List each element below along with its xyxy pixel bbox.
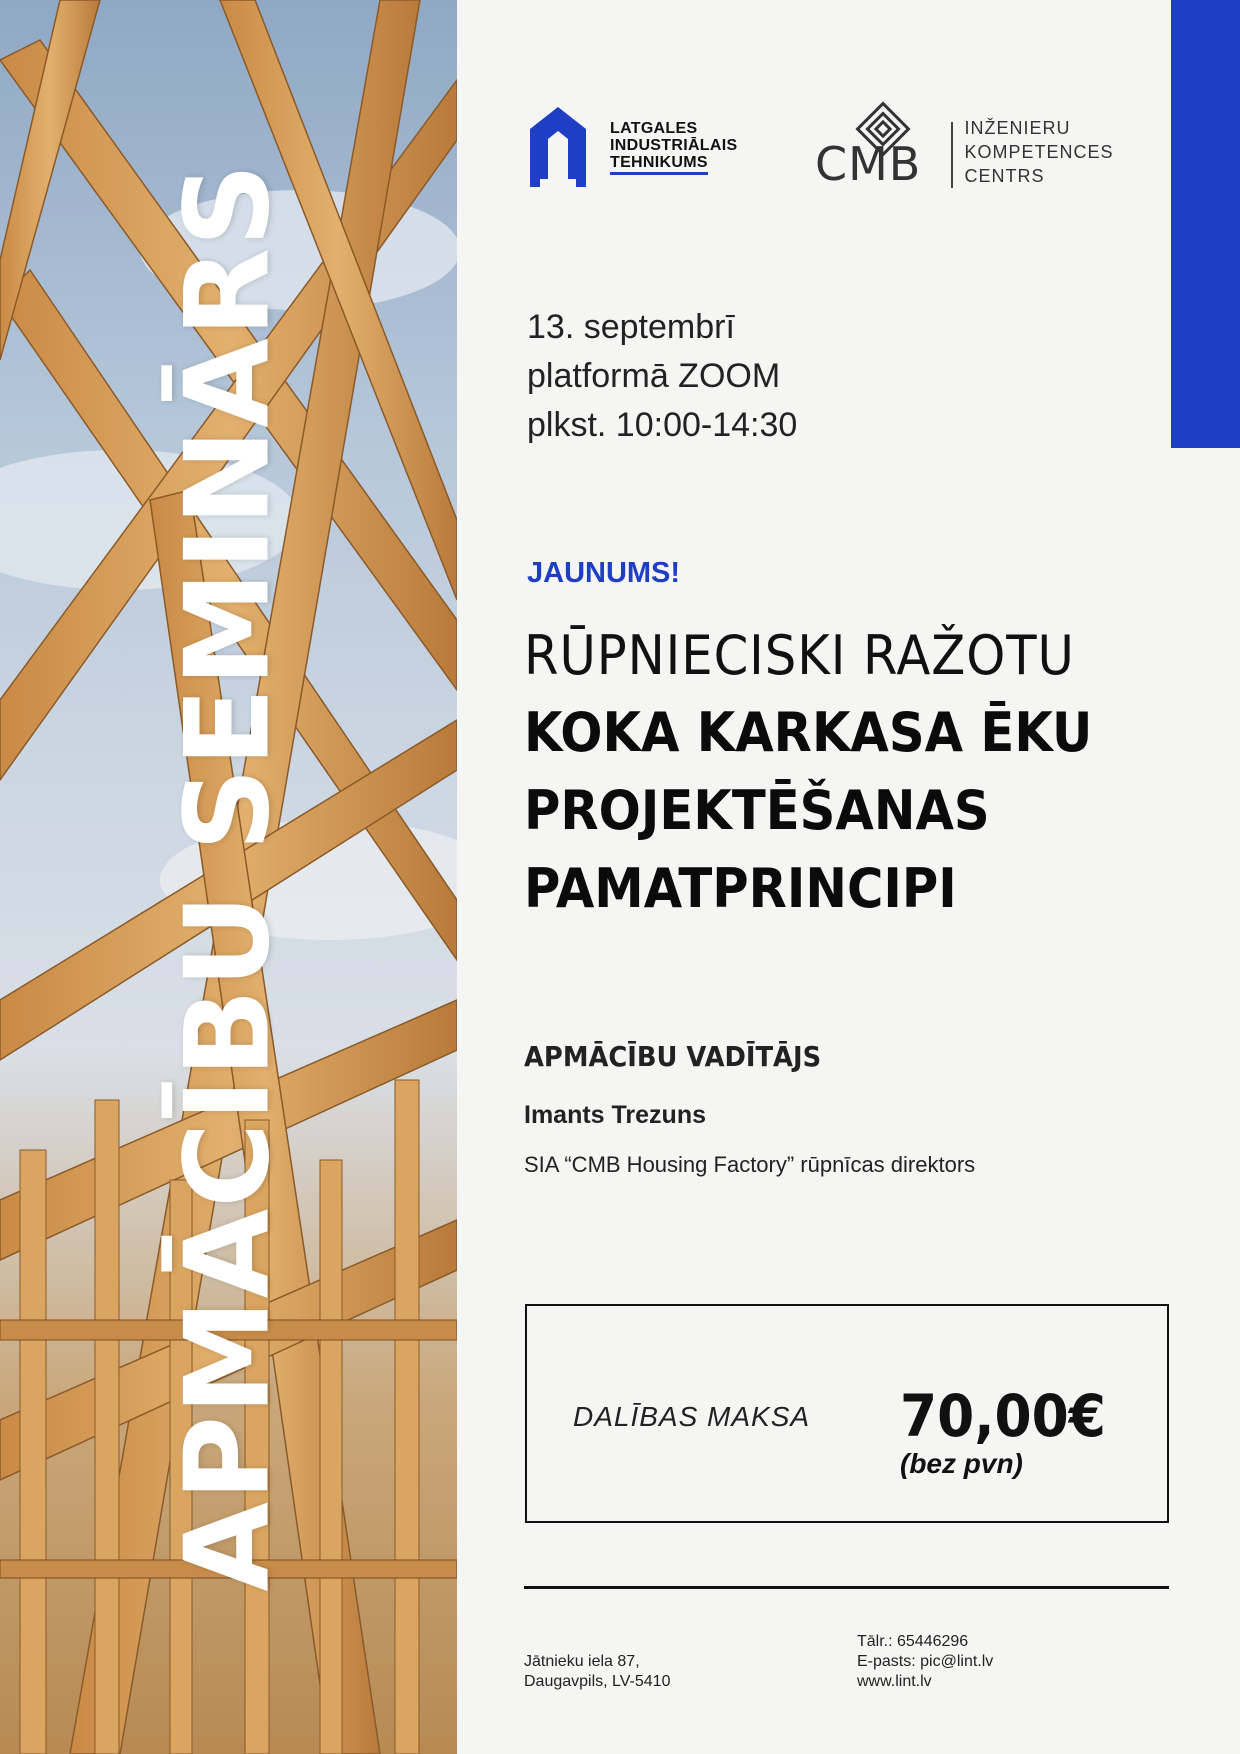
- cmb-logo-line2: KOMPETENCES: [964, 142, 1114, 162]
- event-time: plkst. 10:00-14:30: [527, 406, 798, 444]
- address-line2: Daugavpils, LV-5410: [524, 1673, 671, 1690]
- headline-line1: RŪPNIECISKI RAŽOTU: [524, 624, 1075, 687]
- cmb-logo-line1: INŽENIERU: [964, 118, 1071, 138]
- event-details: [527, 303, 797, 450]
- accent-bar: [1171, 0, 1240, 448]
- lit-logo: [528, 105, 737, 189]
- fee-box: [525, 1304, 1169, 1523]
- footer-address: [524, 1652, 670, 1692]
- lit-logo-line2: INDUSTRIĀLAIS: [610, 136, 738, 154]
- footer-divider: [524, 1586, 1169, 1589]
- cmb-logo-line3: CENTRS: [964, 166, 1045, 186]
- fee-price: 70,00€: [900, 1382, 1106, 1450]
- footer-phone: Tālr.: 65446296: [857, 1633, 969, 1650]
- event-date: 13. septembrī: [527, 308, 735, 346]
- address-line1: Jātnieku iela 87,: [524, 1653, 640, 1670]
- instructor-heading: APMĀCĪBU VADĪTĀJS: [524, 1040, 822, 1073]
- event-platform: platformā ZOOM: [527, 357, 781, 395]
- footer-contacts: [857, 1632, 993, 1692]
- headline-line4: PAMATPRINCIPI: [524, 857, 957, 920]
- vertical-seminar-title: APMĀCĪBU SEMINĀRS: [160, 162, 296, 1592]
- footer-email: E-pasts: pic@lint.lv: [857, 1653, 994, 1670]
- lit-logo-line3: TEHNIKUMS: [610, 154, 708, 175]
- cmb-logo: [815, 96, 1114, 191]
- headline-line2: KOKA KARKASA ĒKU: [524, 701, 1093, 764]
- footer-web: www.lint.lv: [857, 1673, 932, 1690]
- cmb-wordmark: CMB: [815, 137, 922, 191]
- instructor-name: Imants Trezuns: [524, 1101, 706, 1129]
- fee-vat-note: (bez pvn): [900, 1448, 1023, 1479]
- lit-house-icon: [528, 105, 588, 189]
- lit-logo-line1: LATGALES: [610, 119, 698, 137]
- headline-main: [524, 694, 1092, 928]
- headline-line3: PROJEKTĒŠANAS: [524, 779, 990, 842]
- fee-label: DALĪBAS MAKSA: [573, 1401, 811, 1432]
- cmb-divider: [951, 122, 953, 188]
- instructor-role: SIA “CMB Housing Factory” rūpnīcas direktors: [524, 1152, 976, 1177]
- news-badge: JAUNUMS!: [527, 557, 681, 589]
